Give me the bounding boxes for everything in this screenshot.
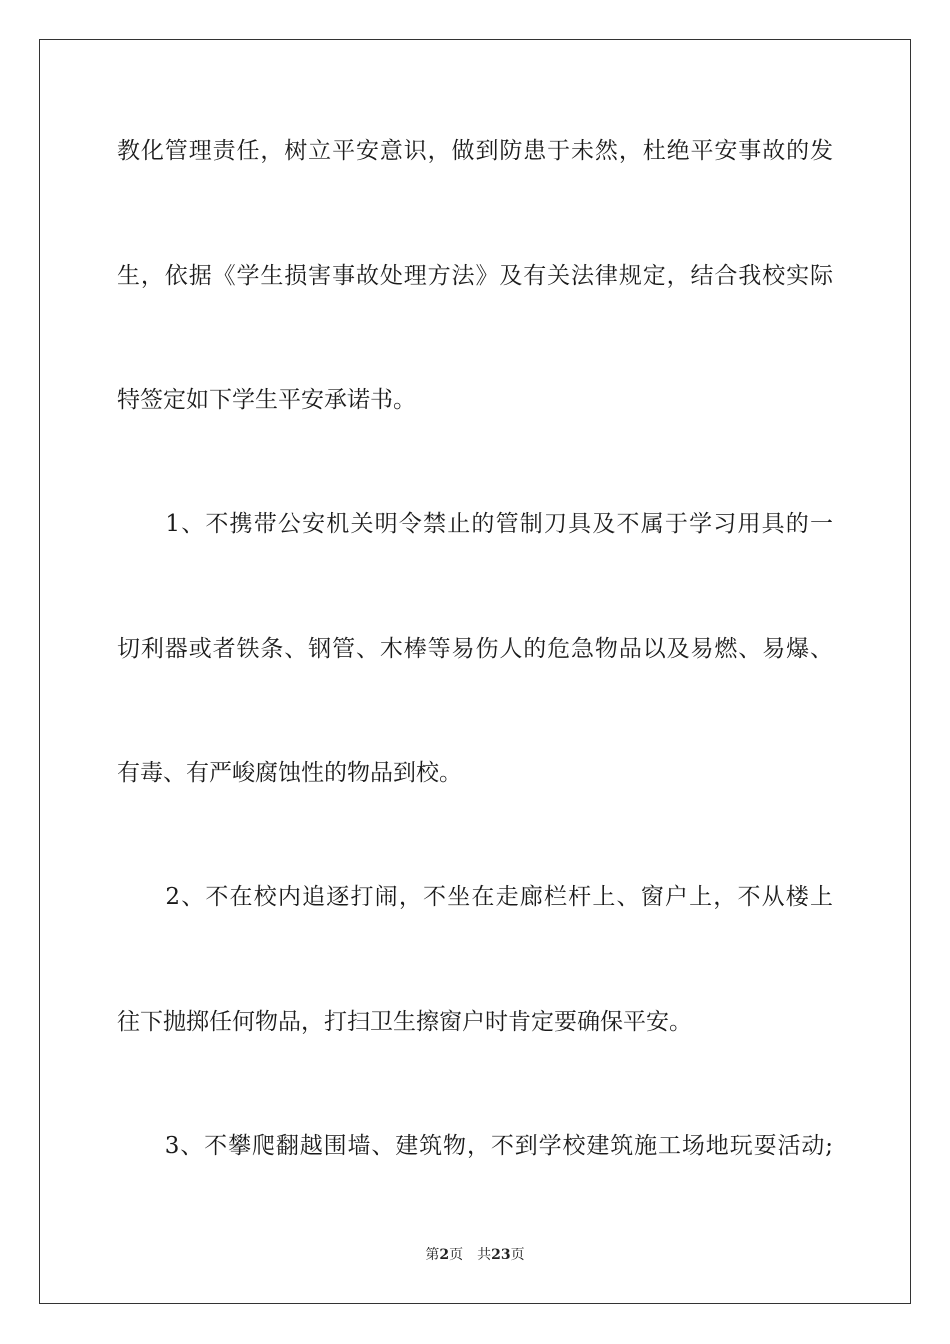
body-line-1: 教化管理责任，树立平安意识，做到防患于未然，杜绝平安事故的发 <box>117 138 833 164</box>
page-frame <box>39 39 911 1304</box>
item-3-line-1: 3、不攀爬翻越围墙、建筑物，不到学校建筑施工场地玩耍活动; <box>117 1133 833 1159</box>
body-line-2: 生，依据《学生损害事故处理方法》及有关法律规定，结合我校实际 <box>117 263 833 289</box>
item-2-line-2: 往下抛掷任何物品，打扫卫生擦窗户时肯定要确保平安。 <box>117 1009 692 1035</box>
footer-page-current: 2 <box>439 1247 450 1263</box>
footer-total-prefix: 共 <box>477 1247 492 1263</box>
page-footer <box>0 1246 950 1264</box>
body-line-3: 特签定如下学生平安承诺书。 <box>117 387 416 413</box>
item-1-line-2: 切利器或者铁条、钢管、木棒等易伤人的危急物品以及易燃、易爆、 <box>117 636 833 662</box>
footer-page-total: 23 <box>491 1247 511 1263</box>
footer-page-suffix: 页 <box>449 1247 464 1263</box>
item-1-line-3: 有毒、有严峻腐蚀性的物品到校。 <box>117 760 462 786</box>
item-2-line-1: 2、不在校内追逐打闹，不坐在走廊栏杆上、窗户上，不从楼上 <box>117 884 833 910</box>
footer-total-suffix: 页 <box>510 1247 525 1263</box>
footer-page-prefix: 第 <box>425 1247 440 1263</box>
item-1-line-1: 1、不携带公安机关明令禁止的管制刀具及不属于学习用具的一 <box>117 511 833 537</box>
